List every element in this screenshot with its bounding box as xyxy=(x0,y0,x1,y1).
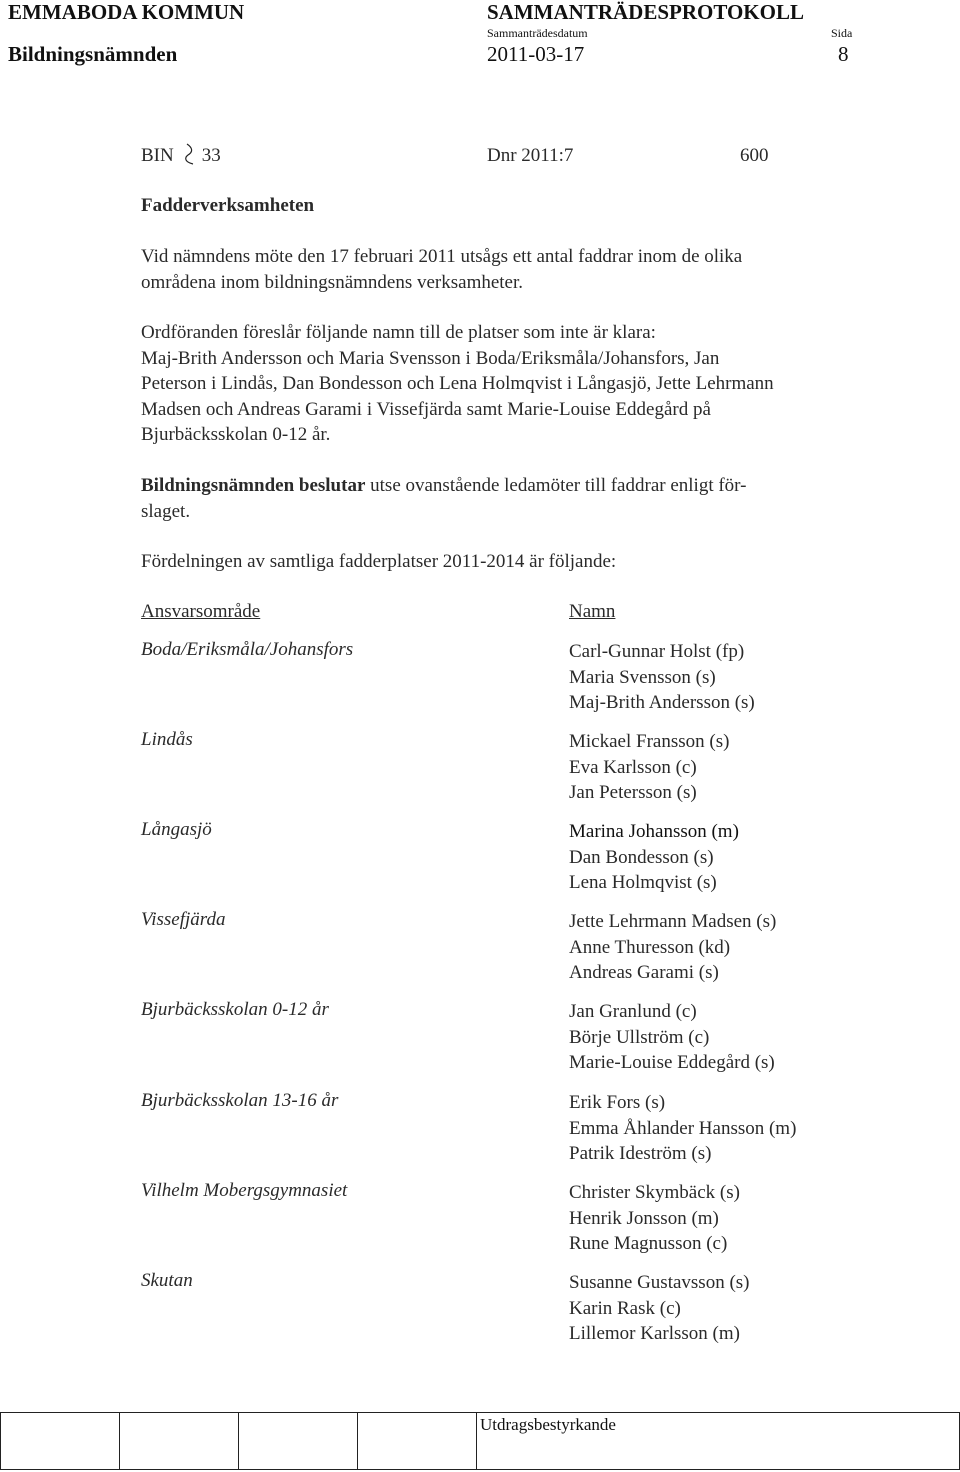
paragraph-line: Maj-Brith Andersson och Maria Svensson i Boda/Eriksmåla/Johansfors, Jan xyxy=(141,347,720,369)
area-label: Bjurbäcksskolan 13-16 år xyxy=(141,1090,339,1111)
paragraph-line: Peterson i Lindås, Dan Bondesson och Lena Holmqvist i Långasjö, Jette Lehrmann xyxy=(141,373,774,394)
member-list xyxy=(569,729,729,806)
member-list xyxy=(569,1090,796,1167)
member-name: Carl-Gunnar Holst (fp) xyxy=(569,641,745,662)
certification-label: Utdragsbestyrkande xyxy=(480,1415,616,1434)
certification-box xyxy=(477,1413,960,1470)
member-name: Maria Svensson (s) xyxy=(569,666,716,688)
paragraph-proposal xyxy=(141,320,774,448)
area-label: Vissefjärda xyxy=(141,909,226,930)
member-list xyxy=(569,999,775,1076)
area-label: Långasjö xyxy=(141,819,212,840)
decision-text: utse ovanstående ledamöter till faddrar enligt för- xyxy=(365,475,747,496)
area-label: Boda/Eriksmåla/Johansfors xyxy=(141,639,354,660)
member-name: Marina Johansson (m) xyxy=(569,821,739,842)
member-name: Börje Ullström (c) xyxy=(569,1026,710,1048)
paragraph-line: Vid nämndens möte den 17 februari 2011 utsågs ett antal faddrar inom de olika xyxy=(141,246,743,267)
member-name: Maj-Brith Andersson (s) xyxy=(569,692,755,713)
decision-text-continued: slaget. xyxy=(141,500,191,522)
member-list xyxy=(569,1180,740,1257)
member-name: Eva Karlsson (c) xyxy=(569,756,697,778)
paragraph-line: Madsen och Andreas Garami i Vissefjärda samt Marie-Louise Eddegård på xyxy=(141,398,711,420)
member-list xyxy=(569,1270,750,1347)
case-title: Fadderverksamheten xyxy=(141,195,315,216)
signature-box xyxy=(358,1413,477,1470)
decision-subject: Bildningsnämnden beslutar xyxy=(141,475,366,496)
column-header-name: Namn xyxy=(569,601,616,622)
area-label: Lindås xyxy=(141,729,193,750)
member-name: Susanne Gustavsson (s) xyxy=(569,1272,750,1293)
date-label: Sammanträdesdatum xyxy=(487,26,588,40)
column-header-area: Ansvarsområde xyxy=(141,601,261,622)
member-name: Emma Åhlander Hansson (m) xyxy=(569,1117,797,1139)
section-sign-icon xyxy=(184,143,196,165)
paragraph-line: områdena inom bildningsnämndens verksamheter. xyxy=(141,271,524,293)
member-name: Erik Fors (s) xyxy=(569,1092,666,1113)
meeting-date: 2011-03-17 xyxy=(487,42,585,66)
member-list xyxy=(569,819,739,896)
member-name: Karin Rask (c) xyxy=(569,1297,681,1319)
distribution-intro: Fördelningen av samtliga fadderplatser 2011-2014 är följande: xyxy=(141,551,617,572)
case-code: 600 xyxy=(740,145,769,166)
page-number: 8 xyxy=(838,42,849,66)
committee-name: Bildningsnämnden xyxy=(8,42,178,66)
member-name: Marie-Louise Eddegård (s) xyxy=(569,1052,775,1073)
case-reference xyxy=(141,143,221,169)
case-ref-prefix: BIN xyxy=(141,145,174,166)
paragraph-decision xyxy=(141,473,746,524)
signature-box xyxy=(1,1413,120,1470)
member-name: Dan Bondesson (s) xyxy=(569,846,714,868)
signature-box xyxy=(120,1413,239,1470)
municipality-name: EMMABODA KOMMUN xyxy=(8,0,245,24)
member-name: Jan Petersson (s) xyxy=(569,782,697,803)
signature-box xyxy=(239,1413,358,1470)
member-name: Jan Granlund (c) xyxy=(569,1001,697,1022)
paragraph-intro xyxy=(141,244,742,295)
page-label: Sida xyxy=(831,26,853,40)
case-dnr: Dnr 2011:7 xyxy=(487,145,574,166)
member-name: Lena Holmqvist (s) xyxy=(569,872,717,893)
member-name: Patrik Ideström (s) xyxy=(569,1143,712,1164)
member-list xyxy=(569,639,755,716)
member-name: Henrik Jonsson (m) xyxy=(569,1207,719,1229)
member-name: Andreas Garami (s) xyxy=(569,962,719,983)
signature-box-table xyxy=(0,1412,960,1470)
paragraph-line: Ordföranden föreslår följande namn till de platser som inte är klara: xyxy=(141,322,656,343)
case-section-number: 33 xyxy=(201,145,221,166)
member-name: Lillemor Karlsson (m) xyxy=(569,1323,740,1344)
member-name: Rune Magnusson (c) xyxy=(569,1233,728,1254)
area-label: Skutan xyxy=(141,1270,193,1291)
member-list xyxy=(569,909,776,986)
area-label: Vilhelm Mobergsgymnasiet xyxy=(141,1180,348,1201)
member-name: Christer Skymbäck (s) xyxy=(569,1182,740,1203)
paragraph-line: Bjurbäcksskolan 0-12 år. xyxy=(141,424,331,445)
area-label: Bjurbäcksskolan 0-12 år xyxy=(141,999,329,1020)
member-name: Mickael Fransson (s) xyxy=(569,731,730,752)
member-name: Jette Lehrmann Madsen (s) xyxy=(569,911,777,932)
document-type: SAMMANTRÄDESPROTOKOLL xyxy=(487,0,804,24)
member-name: Anne Thuresson (kd) xyxy=(569,936,731,958)
